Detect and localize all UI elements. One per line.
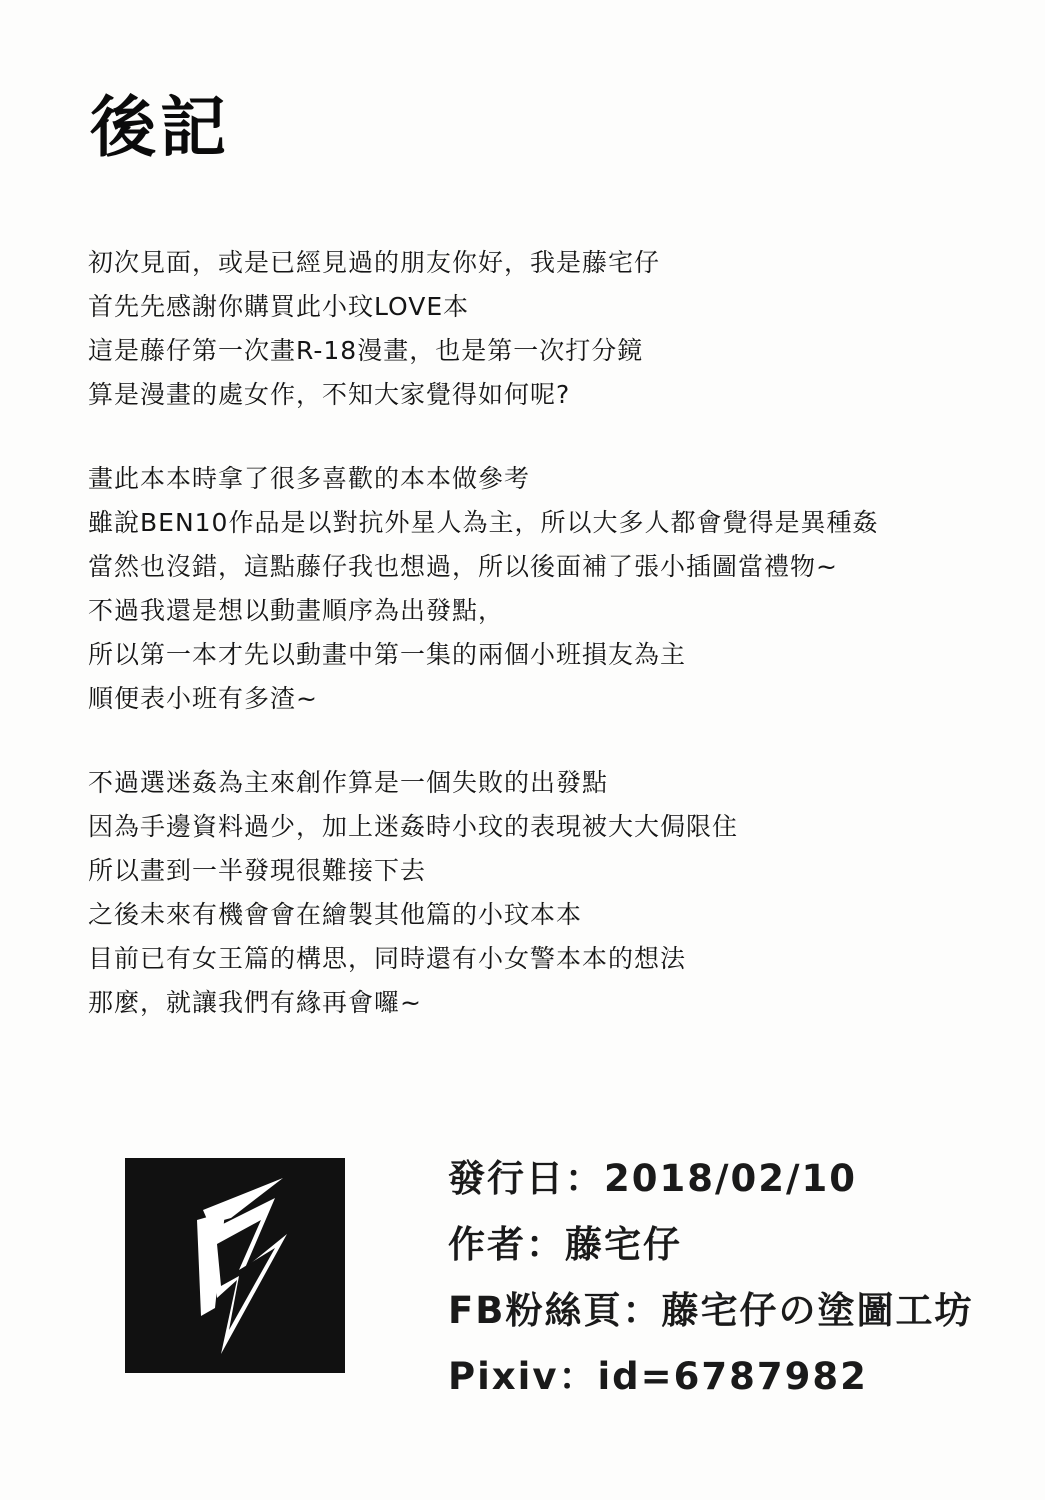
publish-date: 發行日：2018/02/10	[448, 1157, 857, 1200]
facebook-page: FB粉絲頁：藤宅仔の塗圖工坊	[448, 1289, 974, 1332]
text-line: 所以第一本才先以動畫中第一集的兩個小班損友為主	[88, 640, 687, 669]
text-line: 當然也沒錯，這點藤仔我也想過，所以後面補了張小插圖當禮物~	[88, 552, 838, 581]
page-title: 後記	[90, 89, 230, 166]
text-line: 因為手邊資料過少，加上迷姦時小玟的表現被大大侷限住	[88, 812, 739, 841]
text-line: 首先先感謝你購買此小玟LOVE本	[88, 292, 470, 321]
text-line: 順便表小班有多渣~	[88, 684, 318, 713]
text-line: 不過選迷姦為主來創作算是一個失敗的出發點	[88, 768, 609, 797]
text-line: 雖說BEN10作品是以對抗外星人為主，所以大多人都會覺得是異種姦	[88, 508, 879, 537]
text-line: 之後未來有機會會在繪製其他篇的小玟本本	[88, 900, 583, 929]
text-line: 初次見面，或是已經見過的朋友你好，我是藤宅仔	[88, 248, 661, 277]
text-line: 算是漫畫的處女作，不知大家覺得如何呢?	[88, 380, 571, 409]
text-line: 所以畫到一半發現很難接下去	[88, 856, 427, 885]
afterword-body	[88, 250, 988, 1074]
colophon	[448, 1152, 1028, 1416]
text-line: 畫此本本時拿了很多喜歡的本本做參考	[88, 464, 531, 493]
lightning-bolt-logo-icon	[125, 1158, 345, 1373]
paragraph-3	[88, 770, 988, 1034]
text-line: 不過我還是想以動畫順序為出發點，	[88, 596, 505, 625]
pixiv-id: Pixiv：id=6787982	[448, 1355, 868, 1398]
text-line: 目前已有女王篇的構思，同時還有小女警本本的想法	[88, 944, 687, 973]
text-line: 這是藤仔第一次畫R-18漫畫，也是第一次打分鏡	[88, 336, 644, 365]
text-line: 那麼，就讓我們有緣再會囉~	[88, 988, 422, 1017]
paragraph-1	[88, 250, 988, 426]
paragraph-2	[88, 466, 988, 730]
author-credit: 作者：藤宅仔	[448, 1223, 682, 1266]
